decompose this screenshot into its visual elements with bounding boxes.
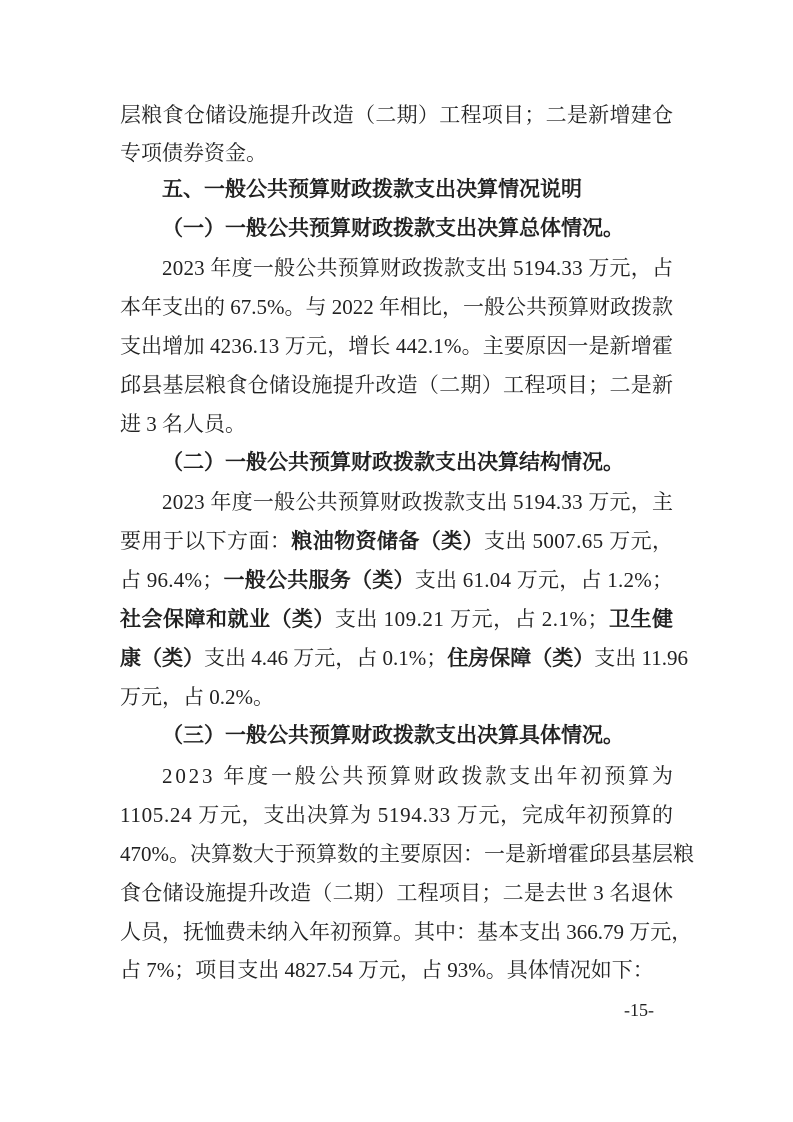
bold-text: （一）一般公共预算财政拨款支出决算总体情况。	[162, 217, 624, 240]
text-segment: 万元，占 0.2%。	[120, 685, 274, 709]
text-segment: 支出 11.96	[594, 646, 688, 670]
section-heading	[162, 722, 624, 750]
paragraph-line	[120, 644, 688, 672]
bold-text: 住房保障（类）	[447, 647, 595, 670]
paragraph-line	[120, 139, 267, 167]
text-segment: 人员，抚恤费未纳入年初预算。其中：基本支出 366.79 万元，	[120, 920, 693, 944]
paragraph-line	[120, 683, 274, 711]
text-segment: 专项债券资金。	[120, 141, 267, 165]
page-number: -15-	[624, 1000, 654, 1020]
paragraph-line	[120, 410, 246, 438]
paragraph-line	[120, 371, 673, 399]
bold-text: 一般公共服务（类）	[223, 569, 415, 592]
paragraph-line	[162, 254, 673, 282]
paragraph-line	[120, 527, 673, 555]
bold-text: （三）一般公共预算财政拨款支出决算具体情况。	[162, 724, 624, 747]
text-segment: 占 96.4%；	[120, 568, 224, 592]
text-segment: 层粮食仓储设施提升改造（二期）工程项目；二是新增建仓	[120, 103, 674, 127]
bold-text: 康（类）	[120, 647, 204, 670]
section-heading	[162, 215, 624, 243]
paragraph-line	[120, 840, 694, 868]
paragraph-line	[162, 762, 676, 790]
text-segment: 食仓储设施提升改造（二期）工程项目；二是去世 3 名退休	[120, 881, 674, 905]
text-segment: 支出 61.04 万元，占 1.2%；	[414, 568, 674, 592]
paragraph-line	[120, 101, 673, 129]
paragraph-line	[162, 488, 673, 516]
paragraph-line	[120, 879, 673, 907]
paragraph-line	[120, 566, 673, 594]
bold-text: 粮油物资储备（类）	[291, 530, 484, 553]
text-segment: 本年支出的 67.5%。与 2022 年相比，一般公共预算财政拨款	[120, 295, 673, 319]
section-heading	[162, 449, 624, 477]
text-segment: 邱县基层粮食仓储设施提升改造（二期）工程项目；二是新	[120, 373, 674, 397]
text-segment: 支出 5007.65 万元，	[483, 529, 674, 553]
text-segment: 支出 109.21 万元，占 2.1%；	[334, 607, 610, 631]
paragraph-line	[120, 801, 674, 829]
text-segment: 进 3 名人员。	[120, 412, 246, 436]
bold-text: （二）一般公共预算财政拨款支出决算结构情况。	[162, 451, 624, 474]
paragraph-line	[120, 332, 673, 360]
text-segment: 2023 年度一般公共预算财政拨款支出年初预算为	[162, 764, 676, 788]
bold-text: 卫生健	[609, 608, 674, 631]
bold-text: 社会保障和就业（类）	[120, 608, 335, 631]
paragraph-line	[120, 956, 654, 984]
bold-text: 五、一般公共预算财政拨款支出决算情况说明	[162, 178, 582, 201]
text-segment: 470%。决算数大于预算数的主要原因：一是新增霍邱县基层粮	[120, 842, 694, 866]
text-segment: 占 7%；项目支出 4827.54 万元，占 93%。具体情况如下：	[120, 958, 654, 982]
text-segment: 要用于以下方面：	[120, 529, 292, 553]
text-segment: 1105.24 万元，支出决算为 5194.33 万元，完成年初预算的	[120, 803, 674, 827]
section-heading	[162, 176, 582, 204]
text-segment: 2023 年度一般公共预算财政拨款支出 5194.33 万元，占	[162, 256, 674, 280]
text-segment: 2023 年度一般公共预算财政拨款支出 5194.33 万元，主	[162, 490, 674, 514]
paragraph-line	[120, 918, 692, 946]
paragraph-line	[120, 605, 674, 633]
paragraph-line	[120, 293, 673, 321]
text-segment: 支出 4.46 万元，占 0.1%；	[204, 646, 448, 670]
text-segment: 支出增加 4236.13 万元，增长 442.1%。主要原因一是新增霍	[120, 334, 674, 358]
